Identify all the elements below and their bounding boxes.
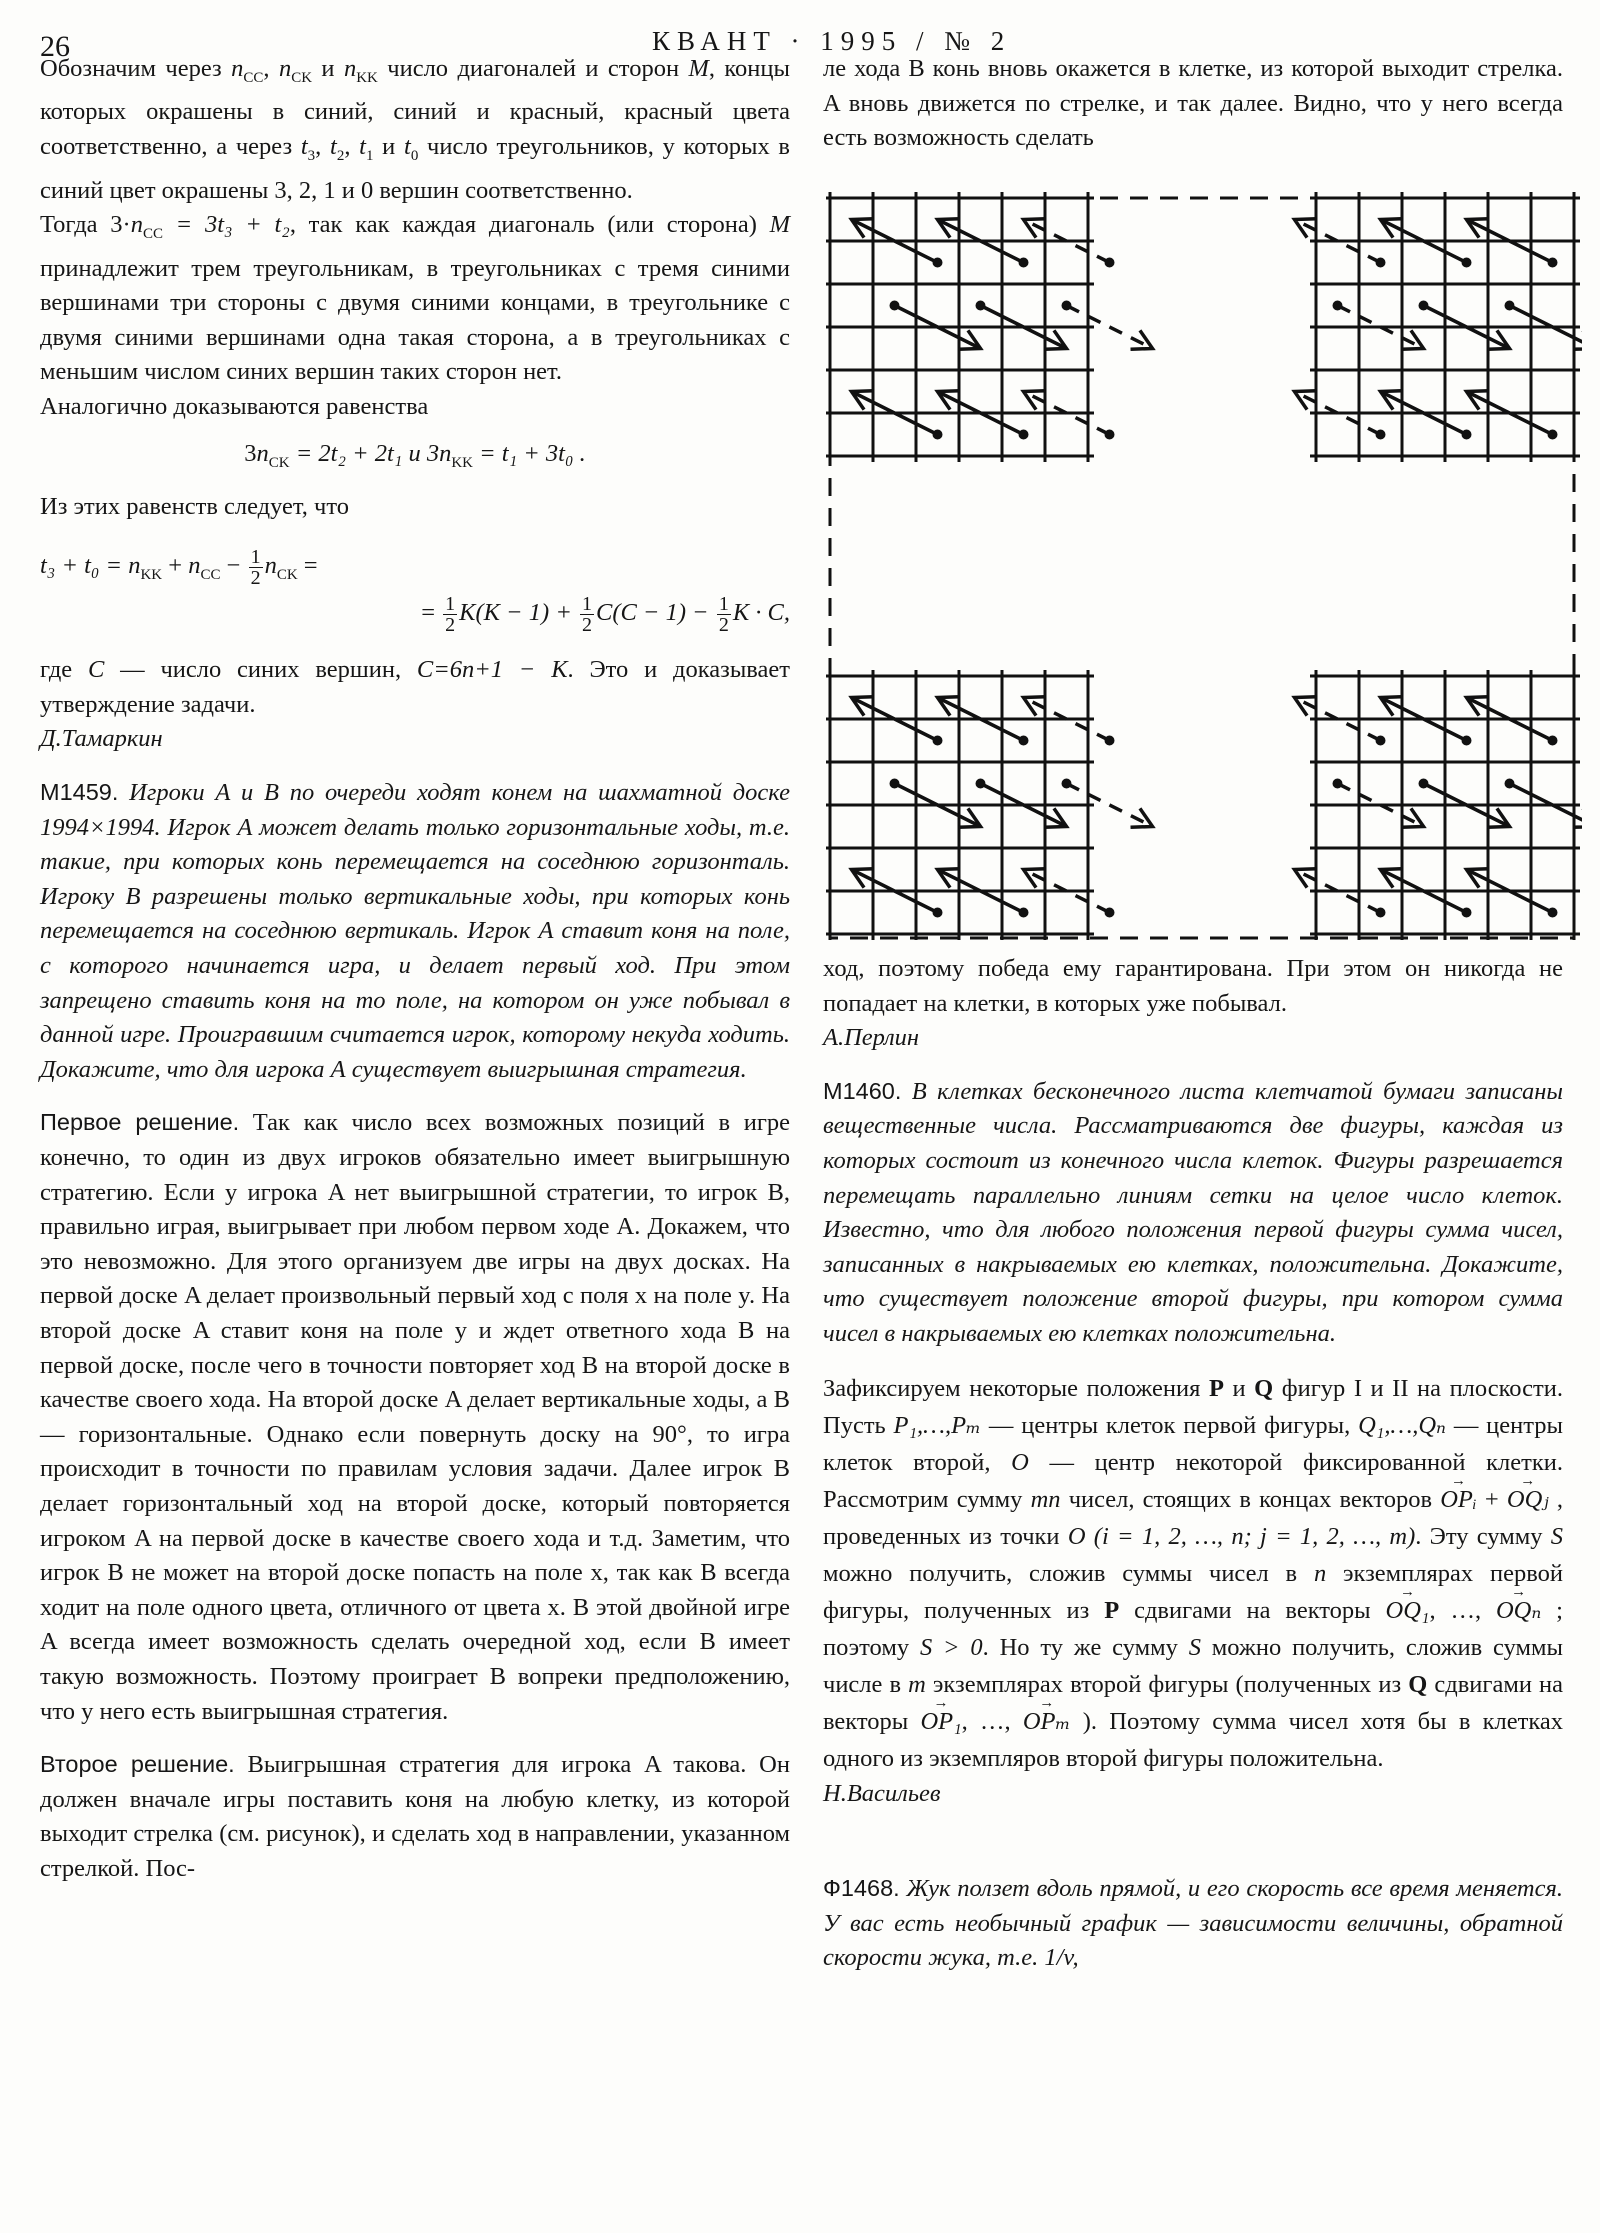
start-dot <box>976 301 986 311</box>
paragraph-conclusion: где C — число синих вершин, C=6n+1 − K. Это и доказывает утверждение задачи. <box>40 656 790 718</box>
start-dot <box>890 301 900 311</box>
problem-label: Ф1468. <box>823 1875 900 1902</box>
start-dot <box>1548 736 1558 746</box>
equation-sum-line2: = $\frac{1}{2}$ K(K − 1) + $\frac{1}{2}$ C(C − 1) − $\frac{1}{2}$ K · C, <box>421 593 790 637</box>
start-dot <box>1419 301 1429 311</box>
start-dot <box>890 779 900 789</box>
start-dot <box>1548 430 1558 440</box>
start-dot <box>1505 301 1515 311</box>
start-dot <box>1333 301 1343 311</box>
start-dot <box>1019 430 1029 440</box>
second-solution: Второе решение. Выигрышная стратегия для игрока A такова. Он должен вначале игры поставить коня на любую клетку, из которой выходит стрелка (см. рисунок), и сделать ход в направлении, указанном стрелкой. Пос- <box>40 1751 790 1882</box>
start-dot <box>1376 736 1386 746</box>
start-dot <box>976 779 986 789</box>
start-dot <box>1376 908 1386 918</box>
first-solution: Первое решение. Так как число всех возможных позиций в игре конечно, то один из двух игроков обязательно имеет выигрышную стратегию. Если у игрока A нет выигрышной стратегии, то игрок B, правильно играя, выигрывает при любом первом ходе A. Докажем, что это невозможно. Для этого организуем две игры на двух досках. На первой доске A делает произвольный первый ход с поля x на поле y. На второй доске A ставит коня на поле y и ждет ответного хода B на первой доске, после чего в точности повторяет ход B на второй доске в качестве своего хода. На второй доске A делает вертикальные ходы, а B — горизонтальные. Однако если повернуть доску на 90°, то игра происходит в точности по правилам условия задачи. Далее игрок B делает горизонтальный ход на второй доске, который повторяется игроком A на первой доске в качестве своего хода и т.д. Заметим, что игрок B не может на второй доске попасть на поле x, так как B всегда ходит на поле одного цвета, отличного от цвета x. В этой двойной игре A всегда имеет возможность сделать очередной ход, если B имеет такую возможность. Поэтому проиграет B вопреки предположению, что у него есть выигрышная стратегия. <box>40 1109 790 1725</box>
start-dot <box>933 736 943 746</box>
right-column-lower <box>823 952 1563 1976</box>
start-dot <box>1105 908 1115 918</box>
problem-label: М1459. <box>40 779 119 806</box>
start-dot <box>933 430 943 440</box>
start-dot <box>1419 779 1429 789</box>
paragraph-notation: Обозначим через $n_{CC}$, $n_{CK}$ и $n_{KK}$ число диагоналей и сторон M, концы которых окрашены в синий, синий и красный, красный цвета соответственно, а через $t_3$, $t_2$, $t_1$ и $t_0$ число треугольников, у которых в синий цвет окрашены 3, 2, 1 и 0 вершин соответственно. <box>40 55 790 204</box>
start-dot <box>933 908 943 918</box>
equation-equalities: $3n_{CK} = 2t_2 + 2t_1$ и $3n_{KK} = t_1 + 3t_0$ . <box>244 439 586 471</box>
start-dot <box>1548 258 1558 268</box>
start-dot <box>1019 258 1029 268</box>
paragraph-follows: Из этих равенств следует, что <box>40 493 350 521</box>
author-perlin: А.Перлин <box>823 1024 920 1052</box>
running-head: КВАНТ · 1995 / № 2 <box>652 26 1012 56</box>
start-dot <box>1105 430 1115 440</box>
start-dot <box>1062 779 1072 789</box>
page-number: 26 <box>40 30 70 63</box>
second-solution-continued: ле хода B конь вновь окажется в клетке, из которой выходит стрелка. A вновь движется по стрелке, и так далее. Видно, что у него всегда есть возможность сделать <box>823 55 1563 152</box>
start-dot <box>933 258 943 268</box>
equation-sum-line1: $t_3 + t_0 = n_{KK} + n_{CC}$ − $\frac{1}{2}$ $n_{CK}$ = <box>40 545 318 589</box>
author-vasiliev: Н.Васильев <box>823 1779 941 1807</box>
start-dot <box>1462 258 1472 268</box>
problem-label: М1460. <box>823 1077 902 1104</box>
left-column <box>40 52 790 1886</box>
start-dot <box>1376 430 1386 440</box>
solution-label: Второе решение. <box>40 1751 235 1778</box>
start-dot <box>1105 736 1115 746</box>
knight-strategy-figure <box>826 192 1582 944</box>
board-diagram <box>826 192 1582 944</box>
problem-f1468: Ф1468. Жук ползет вдоль прямой, и его скорость все время меняется. У вас есть необычный график — зависимости величины, обратной скорости жука, т.е. 1/v, <box>823 1875 1563 1972</box>
start-dot <box>1062 301 1072 311</box>
start-dot <box>1548 908 1558 918</box>
start-dot <box>1333 779 1343 789</box>
start-dot <box>1462 908 1472 918</box>
start-dot <box>1462 736 1472 746</box>
author-tamarkin: Д.Тамаркин <box>40 725 163 753</box>
paragraph-then: Тогда $3\cdot n_{CC} = 3t_3 + t_2$, так как каждая диагональ (или сторона) M принадлежит трем треугольникам, в треугольниках с тремя синими вершинами три стороны с двумя синими концами, в треугольнике с двумя синими вершинами одна такая сторона, а в треугольниках с меньшим числом синих вершин таких сторон нет. <box>40 211 790 386</box>
start-dot <box>1105 258 1115 268</box>
start-dot <box>1019 736 1029 746</box>
right-column <box>823 52 1563 156</box>
solution-label: Первое решение. <box>40 1109 240 1136</box>
solution-m1460: Зафиксируем некоторые положения P и Q фигур I и II на плоскости. Пусть P₁,…,Pₘ — центры клеток первой фигуры, Q₁,…,Qₙ — центры клеток второй, O — центр некоторой фиксированной клетки. Рассмотрим сумму mn чисел, стоящих в концах векторов → OPᵢ + → OQⱼ , проведенных из точки O (i = 1, 2, …, n; j = 1, 2, …, m). Эту сумму S можно получить, сложив суммы чисел в n экземплярах первой фигуры, полученных из P сдвигами на векторы → OQ₁, …, → OQₙ ; поэтому S > 0. Но ту же сумму S можно получить, сложив суммы числе в m экземплярах второй фигуры (полученных из Q сдвигами на векторы → OP₁, …, → OPₘ ). Поэтому сумма чисел хотя бы в клетках одного из экземпляров второй фигуры положительна. <box>823 1370 1563 1777</box>
fraction-half: $\frac{1}{2}$ <box>250 545 261 589</box>
start-dot <box>1376 258 1386 268</box>
second-solution-end: ход, поэтому победа ему гарантирована. При этом он никогда не попадает на клетки, в которых уже побывал. <box>823 955 1563 1017</box>
problem-m1460: М1460. В клетках бесконечного листа клетчатой бумаги записаны вещественные числа. Рассматриваются две фигуры, каждая из которых состоит из конечного числа клеток. Фигуры разрешается перемещать параллельно линиям сетки на целое число клеток. Известно, что для любого положения первой фигуры сумма чисел, записанных в накрываемых ею клетках, положительна. Докажите, что существует положение второй фигуры, при котором сумма чисел в накрываемых ею клетках положительна. <box>823 1077 1563 1347</box>
problem-m1459: М1459. Игроки А и В по очереди ходят конем на шахматной доске 1994×1994. Игрок А может делать только горизонтальные ходы, т.е. такие, при которых конь перемещается на соседнюю горизонталь. Игроку В разрешены только вертикальные ходы, при которых конь перемещается на соседнюю вертикаль. Игрок А ставит коня на поле, с которого начинается игра, и делает первый ход. При этом запрещено ставить коня на то поле, на котором он уже побывал в данной игре. Проигравшим считается игрок, которому некуда ходить. Докажите, что для игрока А существует выигрышная стратегия. <box>40 779 790 1083</box>
start-dot <box>1019 908 1029 918</box>
start-dot <box>1505 779 1515 789</box>
paragraph-analogously: Аналогично доказываются равенства <box>40 393 429 421</box>
start-dot <box>1462 430 1472 440</box>
